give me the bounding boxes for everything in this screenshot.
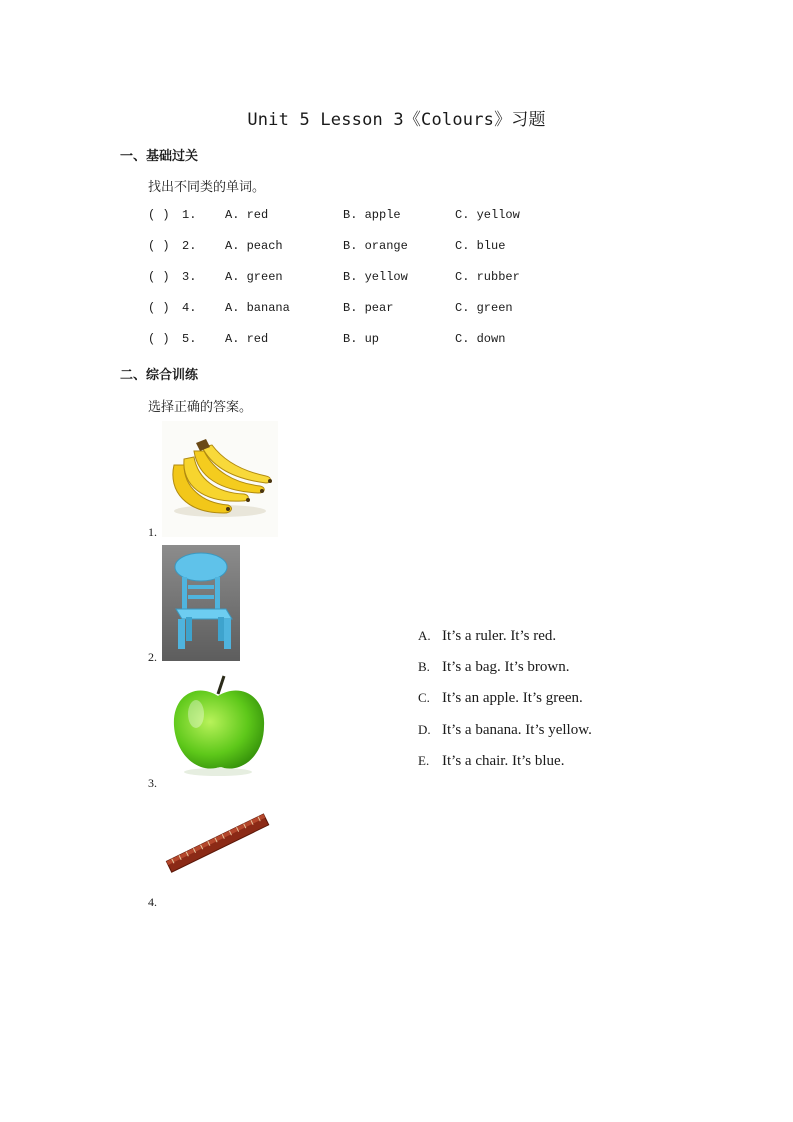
option-b: B. apple (343, 208, 401, 222)
option-c: C. down (455, 332, 506, 346)
option-c: C. green (455, 301, 513, 315)
option-b: B. up (343, 332, 380, 346)
ruler-image (162, 798, 274, 890)
answer-text: It’s a bag. It’s brown. (442, 659, 570, 675)
question-number: 1. (182, 208, 197, 222)
option-a: A. peach (225, 239, 283, 253)
question-row (148, 301, 568, 319)
answer-letter: A. (418, 628, 431, 643)
option-b: B. pear (343, 301, 394, 315)
answer-option (418, 690, 583, 707)
option-a: A. red (225, 332, 269, 346)
answer-letter: C. (418, 690, 430, 705)
answer-option (418, 628, 556, 645)
option-b: B. orange (343, 239, 408, 253)
option-b: B. yellow (343, 270, 408, 284)
answer-option (418, 659, 569, 676)
question-row (148, 270, 568, 288)
section-2-instruction: 选择正确的答案。 (148, 400, 253, 415)
option-a: A. green (225, 270, 283, 284)
chair-image (162, 545, 240, 661)
section-2-heading: 二、综合训练 (120, 368, 199, 383)
option-c: C. yellow (455, 208, 520, 222)
question-number: 2. (182, 239, 197, 253)
option-c: C. rubber (455, 270, 520, 284)
question-number: 3. (182, 270, 197, 284)
answer-option (418, 753, 564, 770)
question-number: 5. (182, 332, 197, 346)
answer-blank[interactable]: ( ) (148, 239, 170, 253)
section-1-heading: 一、基础过关 (120, 149, 199, 164)
answer-blank[interactable]: ( ) (148, 301, 170, 315)
answer-letter: B. (418, 659, 430, 674)
picture-1-label: 1. (148, 525, 157, 539)
option-a: A. banana (225, 301, 290, 315)
answer-blank[interactable]: ( ) (148, 208, 170, 222)
answer-option (418, 722, 592, 739)
question-number: 4. (182, 301, 197, 315)
answer-letter: D. (418, 722, 431, 737)
question-row (148, 208, 568, 226)
picture-4-label: 4. (148, 895, 157, 909)
option-c: C. blue (455, 239, 506, 253)
answer-text: It’s a chair. It’s blue. (442, 753, 565, 769)
picture-3-label: 3. (148, 776, 157, 790)
answer-text: It’s an apple. It’s green. (442, 690, 583, 706)
section-1-instruction: 找出不同类的单词。 (148, 180, 266, 195)
page-title: Unit 5 Lesson 3《Colours》习题 (247, 110, 546, 130)
answer-text: It’s a ruler. It’s red. (442, 628, 557, 644)
banana-image (162, 421, 278, 537)
apple-image (166, 670, 270, 778)
picture-2-label: 2. (148, 650, 157, 664)
answer-blank[interactable]: ( ) (148, 332, 170, 346)
question-row (148, 239, 568, 257)
answer-letter: E. (418, 753, 430, 768)
answer-text: It’s a banana. It’s yellow. (442, 722, 592, 738)
option-a: A. red (225, 208, 269, 222)
answer-blank[interactable]: ( ) (148, 270, 170, 284)
question-row (148, 332, 568, 350)
